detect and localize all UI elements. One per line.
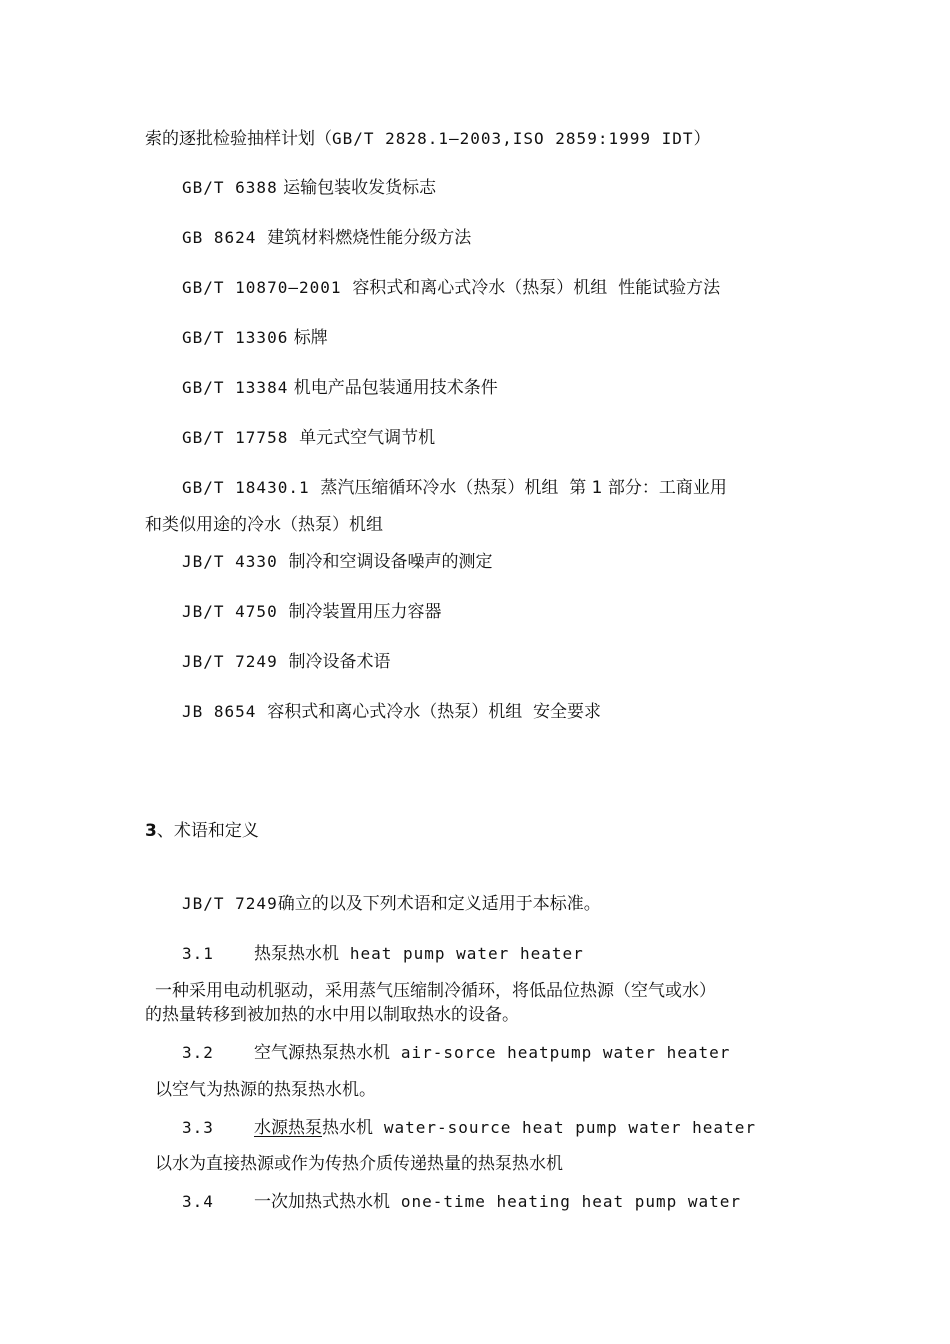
term-chinese: 热水机	[322, 1118, 373, 1138]
reference-title: 容积式和离心式冷水（热泵）机组 安全要求	[267, 702, 602, 722]
reference-continuation	[145, 128, 711, 150]
reference-item-wrap	[145, 514, 383, 536]
term-definition-line	[155, 1153, 563, 1175]
reference-code: JB 8654	[182, 702, 257, 721]
term-definition-line	[155, 980, 716, 1002]
reference-item	[182, 551, 493, 573]
reference-item	[182, 227, 471, 249]
reference-title: 标牌	[293, 328, 328, 348]
term-definition: 的热量转移到被加热的水中用以制取热水的设备。	[145, 1005, 519, 1025]
reference-code: GB/T 6388	[182, 178, 278, 197]
reference-code: JB/T 4330	[182, 552, 278, 571]
term-number: 3.3	[182, 1118, 214, 1137]
section-intro-code: JB/T 7249	[182, 894, 278, 913]
section-title: 、术语和定义	[156, 821, 259, 841]
term-definition-line	[145, 1004, 519, 1026]
section-heading	[145, 820, 259, 842]
reference-code: GB/T 17758	[182, 428, 289, 447]
reference-continuation-code: GB/T 2828.1—2003,ISO 2859:1999 IDT	[332, 129, 694, 148]
reference-code: GB/T 13306	[182, 328, 289, 347]
reference-title: 蒸汽压缩循环冷水（热泵）机组 第 1 部分：工商业用	[320, 478, 727, 498]
term-heading	[182, 1042, 730, 1064]
reference-title: 制冷设备术语	[288, 652, 391, 672]
reference-title: 运输包装收发货标志	[283, 178, 437, 198]
reference-title: 建筑材料燃烧性能分级方法	[267, 228, 472, 248]
term-number: 3.4	[182, 1192, 214, 1211]
reference-title: 容积式和离心式冷水（热泵）机组 性能试验方法	[352, 278, 721, 298]
reference-code: GB 8624	[182, 228, 257, 247]
reference-item	[182, 377, 498, 399]
reference-item	[182, 177, 436, 199]
term-chinese: 空气源热泵热水机	[254, 1043, 390, 1063]
term-english: air-sorce heatpump water heater	[400, 1043, 731, 1062]
section-intro	[182, 893, 601, 915]
section-intro-text: 确立的以及下列术语和定义适用于本标准。	[277, 894, 601, 914]
term-definition: 以水为直接热源或作为传热介质传递热量的热泵热水机	[155, 1154, 563, 1174]
reference-code: GB/T 13384	[182, 378, 289, 397]
term-definition: 以空气为热源的热泵热水机。	[155, 1080, 376, 1100]
reference-item	[182, 601, 442, 623]
reference-item	[182, 327, 328, 349]
term-english: heat pump water heater	[349, 944, 584, 963]
reference-item	[182, 427, 435, 449]
reference-item	[182, 651, 391, 673]
term-definition-line	[155, 1079, 376, 1101]
term-heading	[182, 1117, 756, 1139]
term-heading	[182, 1191, 741, 1213]
reference-title: 机电产品包装通用技术条件	[293, 378, 498, 398]
reference-continuation-close: ）	[693, 129, 711, 149]
reference-code: GB/T 18430.1	[182, 478, 310, 497]
term-chinese: 热泵热水机	[254, 944, 339, 964]
reference-title: 制冷和空调设备噪声的测定	[288, 552, 493, 572]
reference-continuation-text: 索的逐批检验抽样计划（	[145, 129, 332, 149]
reference-title: 制冷装置用压力容器	[288, 602, 442, 622]
reference-item	[182, 277, 720, 299]
term-definition: 一种采用电动机驱动，采用蒸气压缩制冷循环，将低品位热源（空气或水）	[155, 981, 716, 1001]
section-number: 3	[145, 821, 157, 841]
term-chinese: 一次加热式热水机	[254, 1192, 390, 1212]
reference-item	[182, 701, 601, 723]
term-english: one-time heating heat pump water	[400, 1192, 742, 1211]
term-chinese-underlined: 水源热泵	[254, 1118, 322, 1138]
term-english: water-source heat pump water heater	[383, 1118, 756, 1137]
reference-code: JB/T 4750	[182, 602, 278, 621]
reference-title: 单元式空气调节机	[299, 428, 436, 448]
term-number: 3.1	[182, 944, 214, 963]
reference-item	[182, 477, 727, 499]
reference-code: JB/T 7249	[182, 652, 278, 671]
reference-title: 和类似用途的冷水（热泵）机组	[145, 515, 383, 535]
term-heading	[182, 943, 584, 965]
term-number: 3.2	[182, 1043, 214, 1062]
reference-code: GB/T 10870—2001	[182, 278, 342, 297]
